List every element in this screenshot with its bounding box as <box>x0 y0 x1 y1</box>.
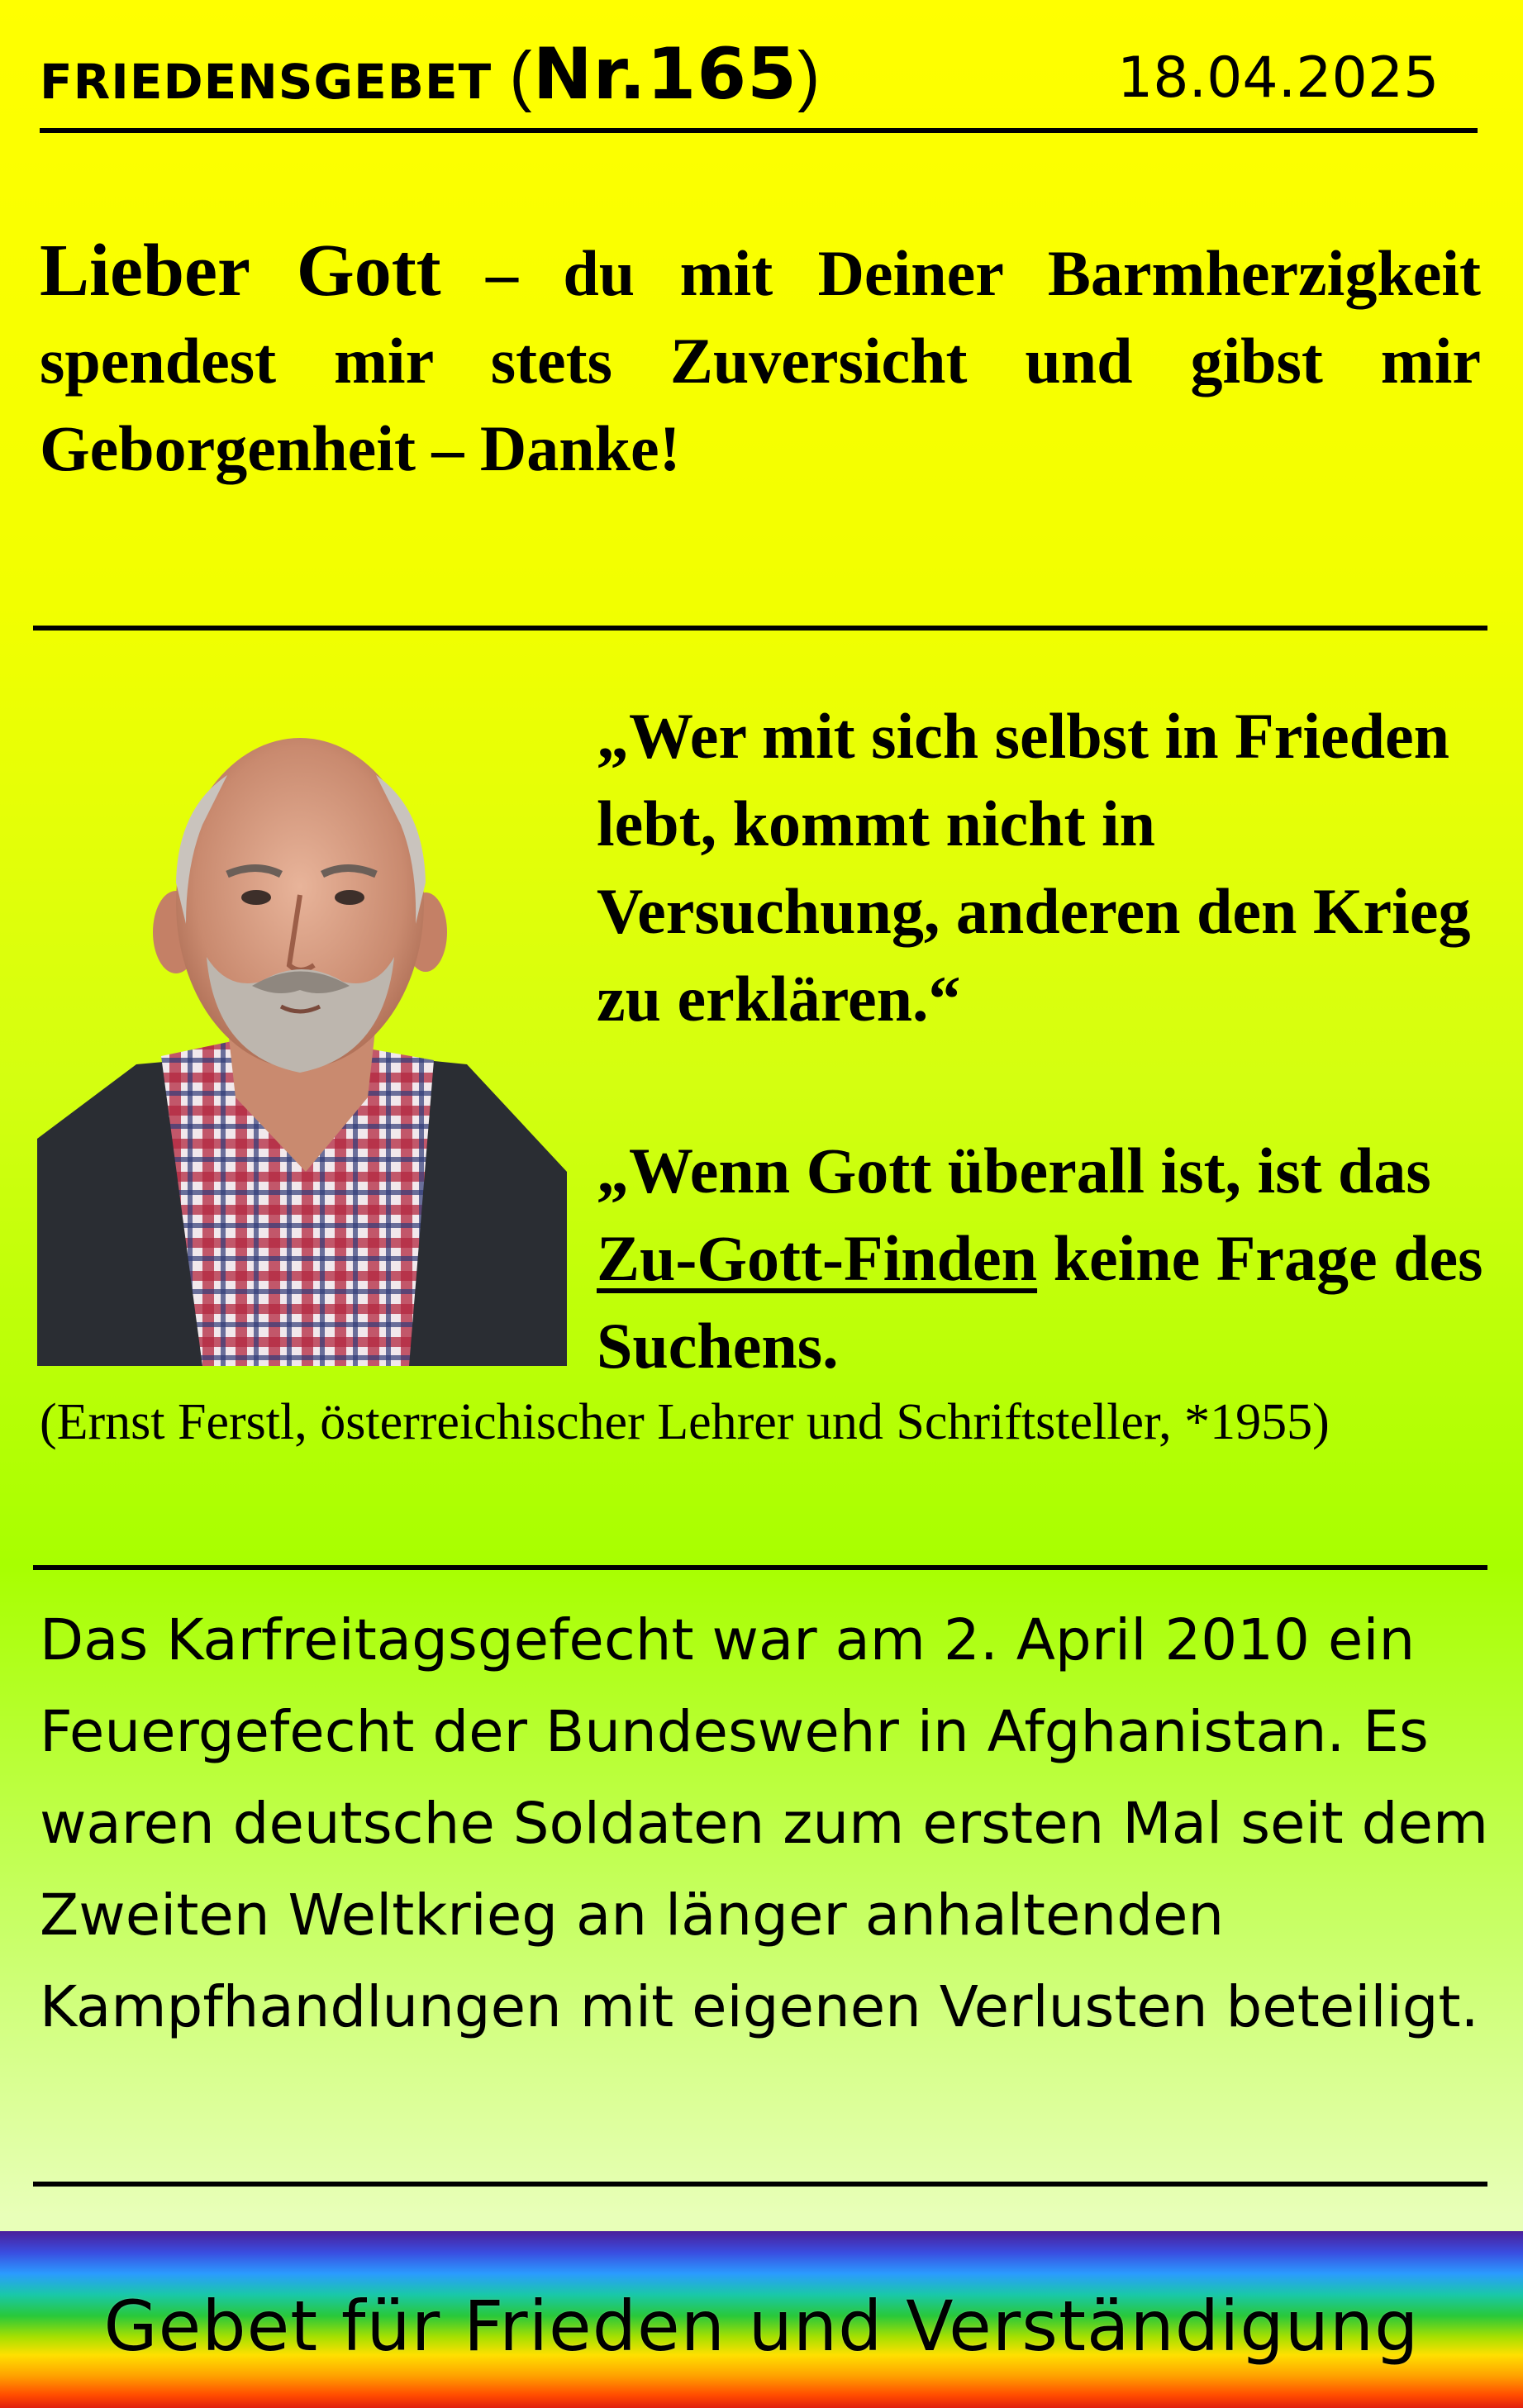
prayer-body: – du mit Deiner Barmherzigkeit spendest mir stets Zuversicht und gibst mir Geborgenheit – Danke! <box>40 237 1481 484</box>
author-portrait <box>37 709 567 1366</box>
paren-close: ) <box>797 38 821 113</box>
header-title <box>40 33 821 123</box>
title-text: FRIEDENSGEBET <box>40 54 493 110</box>
prayer-text <box>40 227 1481 493</box>
quote-second-after: keine Frage des Suchens. <box>597 1222 1483 1382</box>
footer-slogan: Gebet für Frieden und Verständigung <box>103 2286 1420 2367</box>
prayer-lead: Lieber Gott <box>40 230 441 312</box>
history-divider <box>33 2182 1487 2187</box>
paren-open: ( <box>509 38 533 113</box>
quote-attribution: (Ernst Ferstl, österreichischer Lehrer und Schriftsteller, *1955) <box>40 1394 1330 1450</box>
quote-second <box>597 1127 1497 1390</box>
quote-second-before: „Wenn Gott überall ist, ist das <box>597 1135 1431 1206</box>
prayer-divider <box>33 626 1487 631</box>
quote-first: „Wer mit sich selbst in Frieden lebt, kommt nicht in Versuchung, anderen den Krieg zu erklären.“ <box>597 700 1471 1035</box>
history-text: Das Karfreitagsgefecht war am 2. April 2010 ein Feuergefecht der Bundeswehr in Afghanistan. Es waren deutsche Soldaten zum ersten Mal seit dem Zweiten Weltkrieg an länger anhaltenden Kampfhandlungen mit eigenen Verlusten beteiligt. <box>40 1607 1489 2040</box>
header-divider <box>40 128 1478 133</box>
quotes-divider <box>33 1565 1487 1570</box>
issue-number: Nr.165 <box>532 33 798 116</box>
issue-date: 18.04.2025 <box>1117 45 1440 111</box>
quote-second-underlined: Zu-Gott-Finden <box>597 1222 1038 1294</box>
